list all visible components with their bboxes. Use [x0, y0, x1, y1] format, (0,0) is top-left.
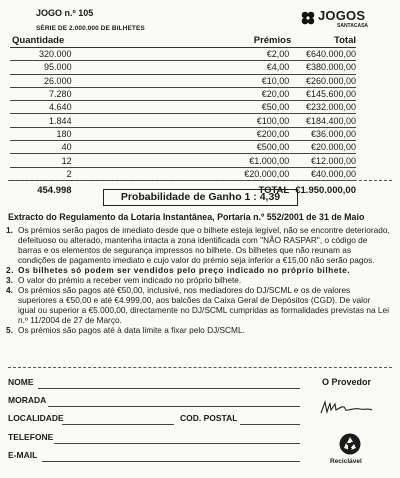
cell-quantity: 2 [10, 167, 112, 180]
rule-number: 2. [6, 265, 14, 275]
cell-total: €380.000,00 [295, 61, 356, 74]
col-header-premios: Prémios [112, 35, 296, 48]
table-row [10, 61, 356, 74]
cell-prize: €10,00 [112, 74, 296, 87]
rules-list [6, 225, 390, 335]
cell-prize: €20.000,00 [112, 167, 296, 180]
cell-total: €20.000,00 [295, 141, 356, 154]
total-quantity: 454.998 [37, 184, 72, 196]
table-row [10, 101, 356, 114]
cell-prize: €4,00 [112, 61, 296, 74]
cell-quantity: 95.000 [10, 61, 112, 74]
santa-casa-logo [300, 7, 380, 33]
email-label: E-MAIL [8, 450, 38, 460]
cell-total: €36.000,00 [295, 127, 356, 140]
table-row [10, 167, 356, 180]
logo-text: JOGOS [318, 8, 366, 23]
cell-total: €40.000,00 [295, 167, 356, 180]
table-row [10, 127, 356, 140]
cell-total: €232.000,00 [295, 101, 356, 114]
cell-total: €145.600,00 [295, 87, 356, 100]
cell-prize: €500,00 [112, 141, 296, 154]
series-label: SÉRIE DE 2.000.000 DE BILHETES [36, 25, 145, 32]
cell-quantity: 7.280 [10, 87, 112, 100]
table-row [10, 74, 356, 87]
logo-subtext: SANTACASA [337, 23, 369, 29]
game-number: JOGO n.º 105 [36, 8, 94, 18]
cell-total: €12.000,00 [295, 154, 356, 167]
morada-label: MORADA [8, 395, 47, 405]
col-header-total: Total [295, 35, 356, 48]
total-label: TOTAL [258, 184, 290, 196]
cell-quantity: 320.000 [10, 48, 112, 61]
cell-total: €260.000,00 [295, 74, 356, 87]
rule-text: Os prémios serão pagos de imediato desde que o bilhete esteja legível, não se encontre deteriorado, defeituoso ou alterado, mantenha intacta a zona identificada com "NÃO RASPAR", o código de barras e os elementos de segurança impressos no bilhete. Os bilhetes que não reunam as condições de pagamento imediato e cujo valor do prémio seja inferior a €15,00 não serão pagos. [18, 225, 390, 265]
divider [8, 367, 392, 368]
cod-postal-field[interactable] [240, 424, 300, 425]
signature-icon [318, 398, 376, 418]
rule-number: 5. [6, 325, 13, 335]
cell-prize: €2,00 [112, 48, 296, 61]
cell-quantity: 26.000 [10, 74, 112, 87]
table-row [10, 141, 356, 154]
probability-box: Probabilidade de Ganho 1 : 4,39 [103, 189, 298, 206]
localidade-field[interactable] [62, 424, 174, 425]
clover-icon [300, 10, 316, 26]
cell-prize: €20,00 [112, 87, 296, 100]
col-header-quantidade: Quantidade [10, 35, 112, 48]
table-row [10, 154, 356, 167]
divider [8, 180, 392, 181]
cod-postal-label: COD. POSTAL [180, 413, 238, 423]
rule-text: Os prémios são pagos até à data limite a fixar pelo DJ/SCML. [18, 325, 245, 335]
rule-text: Os prémios são pagos até €50,00, inclusivé, nos mediadores do DJ/SCML e os de valores superiores a €50,00 e até €4.999,00, aos balcões da Caixa Geral de Depósitos (CGD). De valor igual ou superior a €5.000,00, directamente no DJ/SCML cumpridas as formalidades previstas na Lei n.º 11/2004 de 27 de Março. [18, 285, 389, 325]
cell-quantity: 12 [10, 154, 112, 167]
rule-number: 3. [6, 275, 13, 285]
cell-prize: €1.000,00 [112, 154, 296, 167]
rule-item [6, 225, 390, 265]
rule-item [6, 285, 390, 325]
telefone-label: TELEFONE [8, 432, 54, 442]
morada-field[interactable] [48, 406, 300, 407]
prize-table [10, 35, 356, 196]
rule-text: O valor do prémio a receber vem indicado no próprio bilhete. [18, 275, 242, 285]
cell-prize: €100,00 [112, 114, 296, 127]
cell-total: €184.400,00 [295, 114, 356, 127]
email-field[interactable] [42, 461, 300, 462]
cell-quantity: 4.640 [10, 101, 112, 114]
rule-number: 1. [6, 225, 13, 235]
cell-total: €640.000,00 [295, 48, 356, 61]
nome-label: NOME [8, 377, 34, 387]
table-row [10, 48, 356, 61]
cell-quantity: 40 [10, 141, 112, 154]
rule-text: Os bilhetes só podem ser vendidos pelo preço indicado no próprio bilhete. [18, 265, 351, 275]
provedor-label: O Provedor [322, 377, 372, 387]
cell-quantity: 180 [10, 127, 112, 140]
regulation-title: Extracto do Regulamento da Lotaria Instantânea, Portaria n.º 552/2001 de 31 de Maio [8, 212, 365, 222]
cell-prize: €200,00 [112, 127, 296, 140]
rule-item [6, 265, 390, 275]
table-row [10, 114, 356, 127]
total-value: €1.950.000,00 [295, 184, 356, 196]
telefone-field[interactable] [54, 443, 300, 444]
localidade-label: LOCALIDADE [8, 413, 64, 423]
table-row [10, 87, 356, 100]
cell-quantity: 1.844 [10, 114, 112, 127]
rule-item [6, 325, 390, 335]
cell-prize: €50,00 [112, 101, 296, 114]
nome-field[interactable] [38, 388, 300, 389]
rule-number: 4. [6, 285, 13, 295]
rule-item [6, 275, 390, 285]
table-header-row [10, 35, 356, 48]
recyclable-label: Reciclável [330, 458, 362, 465]
recycle-icon [339, 433, 361, 455]
